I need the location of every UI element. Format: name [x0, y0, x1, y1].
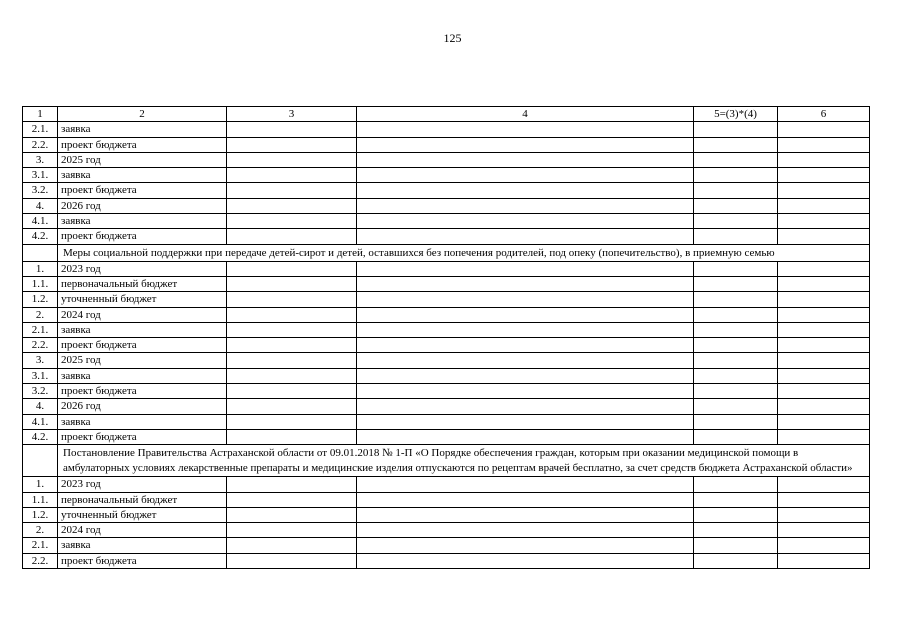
col-4-cell	[357, 322, 694, 337]
table-row	[23, 152, 870, 167]
table-row	[23, 353, 870, 368]
col-6-cell	[778, 492, 870, 507]
col-5-cell	[694, 523, 778, 538]
table-row	[23, 399, 870, 414]
row-number: 4.1.	[23, 214, 58, 229]
col-4-cell	[357, 183, 694, 198]
row-label: первоначальный бюджет	[58, 276, 227, 291]
column-header-1: 1	[23, 107, 58, 122]
row-label: 2023 год	[58, 477, 227, 492]
table-row	[23, 523, 870, 538]
row-label: первоначальный бюджет	[58, 492, 227, 507]
col-4-cell	[357, 353, 694, 368]
col-6-cell	[778, 523, 870, 538]
col-3-cell	[227, 538, 357, 553]
col-3-cell	[227, 261, 357, 276]
col-3-cell	[227, 492, 357, 507]
col-6-cell	[778, 292, 870, 307]
row-label: заявка	[58, 214, 227, 229]
col-6-cell	[778, 399, 870, 414]
col-3-cell	[227, 507, 357, 522]
column-header-6: 6	[778, 107, 870, 122]
row-number: 3.	[23, 353, 58, 368]
col-3-cell	[227, 183, 357, 198]
col-5-cell	[694, 322, 778, 337]
col-5-cell	[694, 368, 778, 383]
row-label: проект бюджета	[58, 429, 227, 444]
col-4-cell	[357, 368, 694, 383]
col-4-cell	[357, 292, 694, 307]
col-6-cell	[778, 122, 870, 137]
col-4-cell	[357, 538, 694, 553]
row-label: заявка	[58, 122, 227, 137]
table-row	[23, 214, 870, 229]
col-6-cell	[778, 183, 870, 198]
col-3-cell	[227, 122, 357, 137]
col-3-cell	[227, 198, 357, 213]
table-row	[23, 414, 870, 429]
header-row	[23, 107, 870, 122]
row-label: заявка	[58, 368, 227, 383]
table-row	[23, 122, 870, 137]
col-6-cell	[778, 198, 870, 213]
col-6-cell	[778, 168, 870, 183]
col-5-cell	[694, 338, 778, 353]
col-5-cell	[694, 507, 778, 522]
row-number: 2.2.	[23, 338, 58, 353]
row-label: проект бюджета	[58, 229, 227, 244]
col-3-cell	[227, 137, 357, 152]
col-5-cell	[694, 477, 778, 492]
row-number: 1.2.	[23, 507, 58, 522]
col-4-cell	[357, 492, 694, 507]
col-5-cell	[694, 384, 778, 399]
table-row	[23, 292, 870, 307]
col-3-cell	[227, 399, 357, 414]
section-header-row	[23, 244, 870, 261]
col-6-cell	[778, 429, 870, 444]
col-6-cell	[778, 229, 870, 244]
col-4-cell	[357, 553, 694, 568]
row-number: 1.	[23, 477, 58, 492]
col-3-cell	[227, 553, 357, 568]
table-row	[23, 368, 870, 383]
col-4-cell	[357, 523, 694, 538]
table-row	[23, 261, 870, 276]
col-4-cell	[357, 477, 694, 492]
col-6-cell	[778, 368, 870, 383]
page-number: 125	[443, 31, 462, 45]
col-6-cell	[778, 477, 870, 492]
table-row	[23, 477, 870, 492]
row-label: проект бюджета	[58, 338, 227, 353]
row-label: заявка	[58, 322, 227, 337]
row-number: 2.2.	[23, 553, 58, 568]
col-6-cell	[778, 507, 870, 522]
col-4-cell	[357, 399, 694, 414]
table-row	[23, 429, 870, 444]
section-title: Меры социальной поддержки при передаче детей-сирот и детей, оставшихся без попечения родителей, под опеку (попечительство), в приемную семью	[58, 244, 870, 261]
col-3-cell	[227, 523, 357, 538]
col-4-cell	[357, 338, 694, 353]
row-label: 2026 год	[58, 198, 227, 213]
row-label: заявка	[58, 414, 227, 429]
column-header-4: 4	[357, 107, 694, 122]
col-5-cell	[694, 122, 778, 137]
col-3-cell	[227, 307, 357, 322]
row-label: уточненный бюджет	[58, 507, 227, 522]
row-number: 1.1.	[23, 492, 58, 507]
row-label: 2026 год	[58, 399, 227, 414]
col-3-cell	[227, 276, 357, 291]
col-6-cell	[778, 384, 870, 399]
col-4-cell	[357, 429, 694, 444]
col-5-cell	[694, 229, 778, 244]
col-5-cell	[694, 214, 778, 229]
table-row	[23, 137, 870, 152]
row-number: 3.1.	[23, 368, 58, 383]
col-5-cell	[694, 198, 778, 213]
row-number: 1.1.	[23, 276, 58, 291]
table-row	[23, 183, 870, 198]
col-3-cell	[227, 168, 357, 183]
budget-table	[22, 106, 870, 569]
table-row	[23, 553, 870, 568]
row-label: 2023 год	[58, 261, 227, 276]
col-4-cell	[357, 384, 694, 399]
table-row	[23, 229, 870, 244]
col-5-cell	[694, 553, 778, 568]
col-6-cell	[778, 322, 870, 337]
col-5-cell	[694, 414, 778, 429]
col-6-cell	[778, 553, 870, 568]
col-6-cell	[778, 276, 870, 291]
col-4-cell	[357, 229, 694, 244]
col-5-cell	[694, 261, 778, 276]
row-number: 4.2.	[23, 229, 58, 244]
table-row	[23, 538, 870, 553]
col-3-cell	[227, 292, 357, 307]
col-6-cell	[778, 538, 870, 553]
budget-table-body	[23, 107, 870, 569]
col-4-cell	[357, 307, 694, 322]
col-6-cell	[778, 338, 870, 353]
col-5-cell	[694, 538, 778, 553]
col-5-cell	[694, 292, 778, 307]
row-number: 2.	[23, 523, 58, 538]
col-3-cell	[227, 322, 357, 337]
column-header-3: 3	[227, 107, 357, 122]
row-number: 3.	[23, 152, 58, 167]
row-label: уточненный бюджет	[58, 292, 227, 307]
section-number-cell	[23, 445, 58, 477]
row-number: 4.2.	[23, 429, 58, 444]
row-number: 2.1.	[23, 538, 58, 553]
row-number: 4.1.	[23, 414, 58, 429]
col-5-cell	[694, 307, 778, 322]
col-3-cell	[227, 152, 357, 167]
row-label: проект бюджета	[58, 553, 227, 568]
row-number: 2.1.	[23, 322, 58, 337]
col-6-cell	[778, 353, 870, 368]
row-label: 2024 год	[58, 307, 227, 322]
table-row	[23, 338, 870, 353]
row-label: заявка	[58, 538, 227, 553]
row-label: 2025 год	[58, 152, 227, 167]
row-number: 4.	[23, 198, 58, 213]
row-number: 4.	[23, 399, 58, 414]
col-4-cell	[357, 122, 694, 137]
table-row	[23, 507, 870, 522]
row-label: проект бюджета	[58, 183, 227, 198]
col-6-cell	[778, 152, 870, 167]
col-4-cell	[357, 414, 694, 429]
col-4-cell	[357, 276, 694, 291]
row-number: 1.2.	[23, 292, 58, 307]
row-number: 2.2.	[23, 137, 58, 152]
col-6-cell	[778, 137, 870, 152]
row-number: 3.2.	[23, 183, 58, 198]
row-number: 2.1.	[23, 122, 58, 137]
col-6-cell	[778, 214, 870, 229]
col-5-cell	[694, 137, 778, 152]
col-4-cell	[357, 152, 694, 167]
table-row	[23, 168, 870, 183]
col-4-cell	[357, 507, 694, 522]
section-title: Постановление Правительства Астраханской области от 09.01.2018 № 1-П «О Порядке обеспечения граждан, которым при оказании медицинской помощи в амбулаторных условиях лекарственные препараты и медицинские изделия отпускаются по рецептам врачей бесплатно, за счет средств бюджета Астраханской области»	[58, 445, 870, 477]
col-3-cell	[227, 338, 357, 353]
col-4-cell	[357, 261, 694, 276]
col-5-cell	[694, 152, 778, 167]
column-header-5: 5=(3)*(4)	[694, 107, 778, 122]
col-3-cell	[227, 353, 357, 368]
row-label: проект бюджета	[58, 384, 227, 399]
col-3-cell	[227, 414, 357, 429]
row-label: заявка	[58, 168, 227, 183]
col-5-cell	[694, 429, 778, 444]
col-4-cell	[357, 168, 694, 183]
col-4-cell	[357, 198, 694, 213]
row-number: 1.	[23, 261, 58, 276]
row-number: 3.1.	[23, 168, 58, 183]
col-5-cell	[694, 492, 778, 507]
table-row	[23, 322, 870, 337]
row-number: 2.	[23, 307, 58, 322]
col-6-cell	[778, 307, 870, 322]
col-6-cell	[778, 414, 870, 429]
col-6-cell	[778, 261, 870, 276]
row-label: 2024 год	[58, 523, 227, 538]
col-5-cell	[694, 168, 778, 183]
table-row	[23, 307, 870, 322]
row-label: проект бюджета	[58, 137, 227, 152]
table-row	[23, 492, 870, 507]
col-4-cell	[357, 214, 694, 229]
table-row	[23, 276, 870, 291]
column-header-2: 2	[58, 107, 227, 122]
col-5-cell	[694, 276, 778, 291]
col-3-cell	[227, 429, 357, 444]
table-row	[23, 384, 870, 399]
row-number: 3.2.	[23, 384, 58, 399]
col-5-cell	[694, 399, 778, 414]
table-row	[23, 198, 870, 213]
col-5-cell	[694, 353, 778, 368]
section-header-row	[23, 445, 870, 477]
col-3-cell	[227, 384, 357, 399]
col-3-cell	[227, 368, 357, 383]
col-3-cell	[227, 214, 357, 229]
col-3-cell	[227, 477, 357, 492]
row-label: 2025 год	[58, 353, 227, 368]
col-5-cell	[694, 183, 778, 198]
col-4-cell	[357, 137, 694, 152]
section-number-cell	[23, 244, 58, 261]
col-3-cell	[227, 229, 357, 244]
